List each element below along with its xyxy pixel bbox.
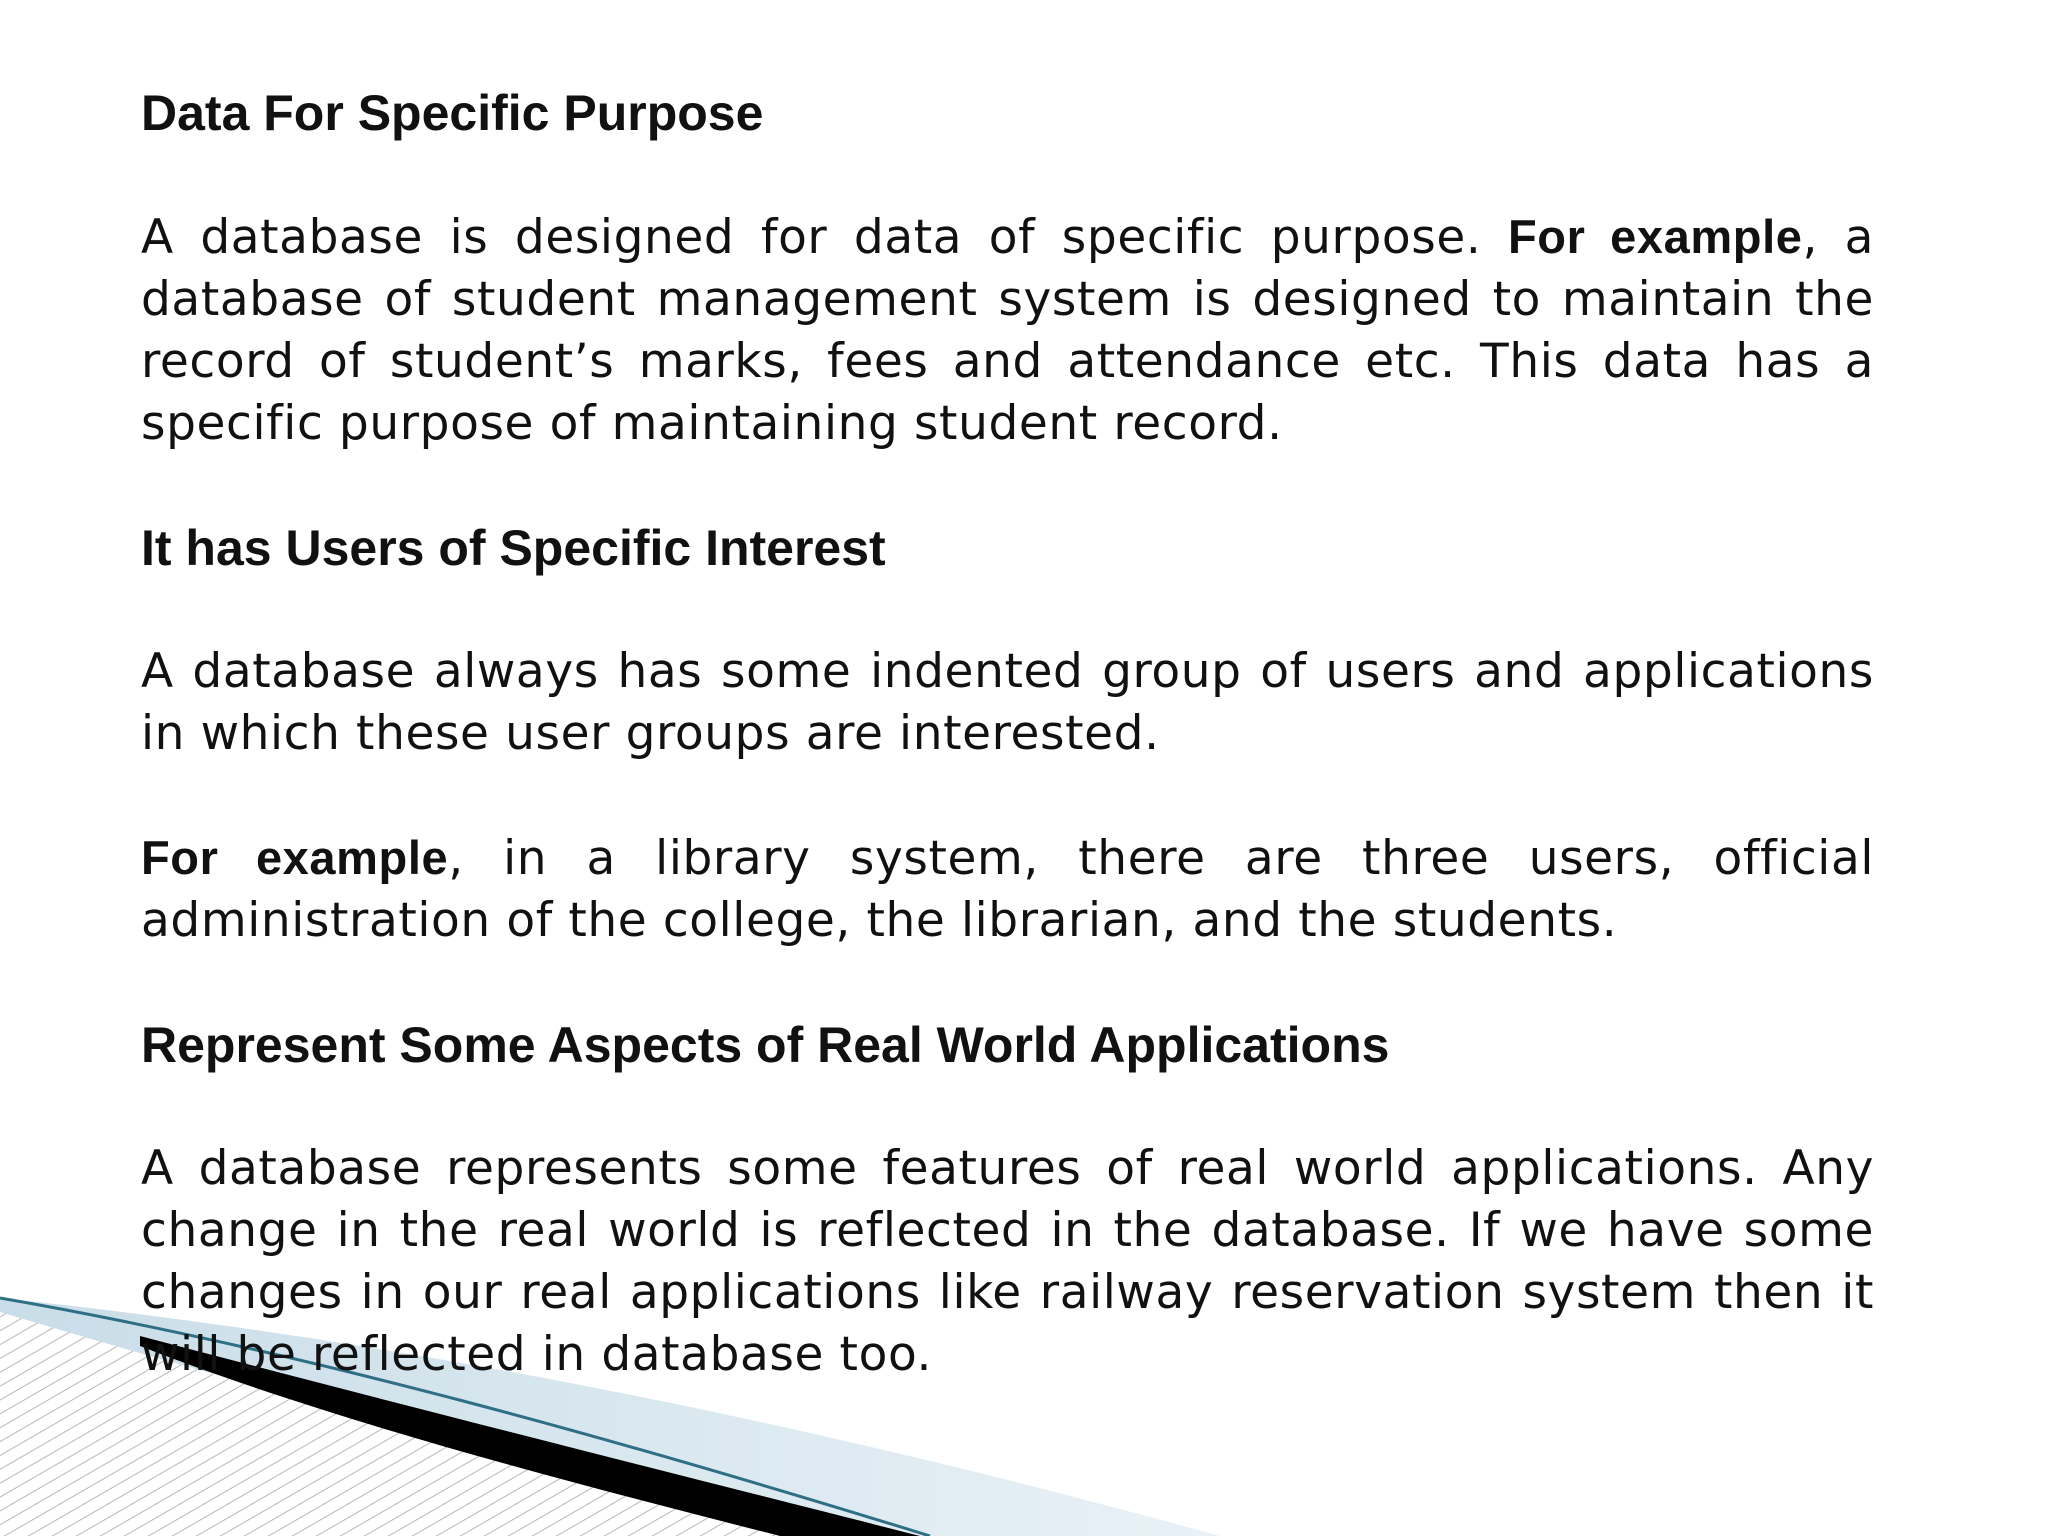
section-paragraph xyxy=(141,1138,1874,1386)
slide-content xyxy=(141,82,1874,1386)
section-heading-real-world: Represent Some Aspects of Real World Applications xyxy=(141,1017,1390,1073)
paragraph-text: A database is designed for data of specific purpose. xyxy=(141,210,1508,265)
paragraph-bold-text: For example xyxy=(141,831,449,884)
section-heading-specific-purpose: Data For Specific Purpose xyxy=(141,85,764,141)
paragraph-text: , a database of student management system is designed to maintain the record of student’s marks, fees and attendance etc. This data has a specific purpose of maintaining student record. xyxy=(141,210,1875,451)
section-paragraph xyxy=(141,206,1874,455)
paragraph-text: , in a library system, there are three users, official administration of the college, the librarian, and the students. xyxy=(141,831,1875,948)
paragraph-text: A database always has some indented group of users and applications in which these user groups are interested. xyxy=(141,644,1874,761)
section-heading-users-interest: It has Users of Specific Interest xyxy=(141,520,886,576)
section-paragraph xyxy=(141,641,1874,765)
section-paragraph xyxy=(141,827,1874,952)
paragraph-bold-text: For example xyxy=(1507,210,1803,263)
paragraph-text: A database represents some features of real world applications. Any change in the real world is reflected in the database. If we have some changes in our real applications like railway reservation system then it will be reflected in database too. xyxy=(141,1141,1874,1382)
